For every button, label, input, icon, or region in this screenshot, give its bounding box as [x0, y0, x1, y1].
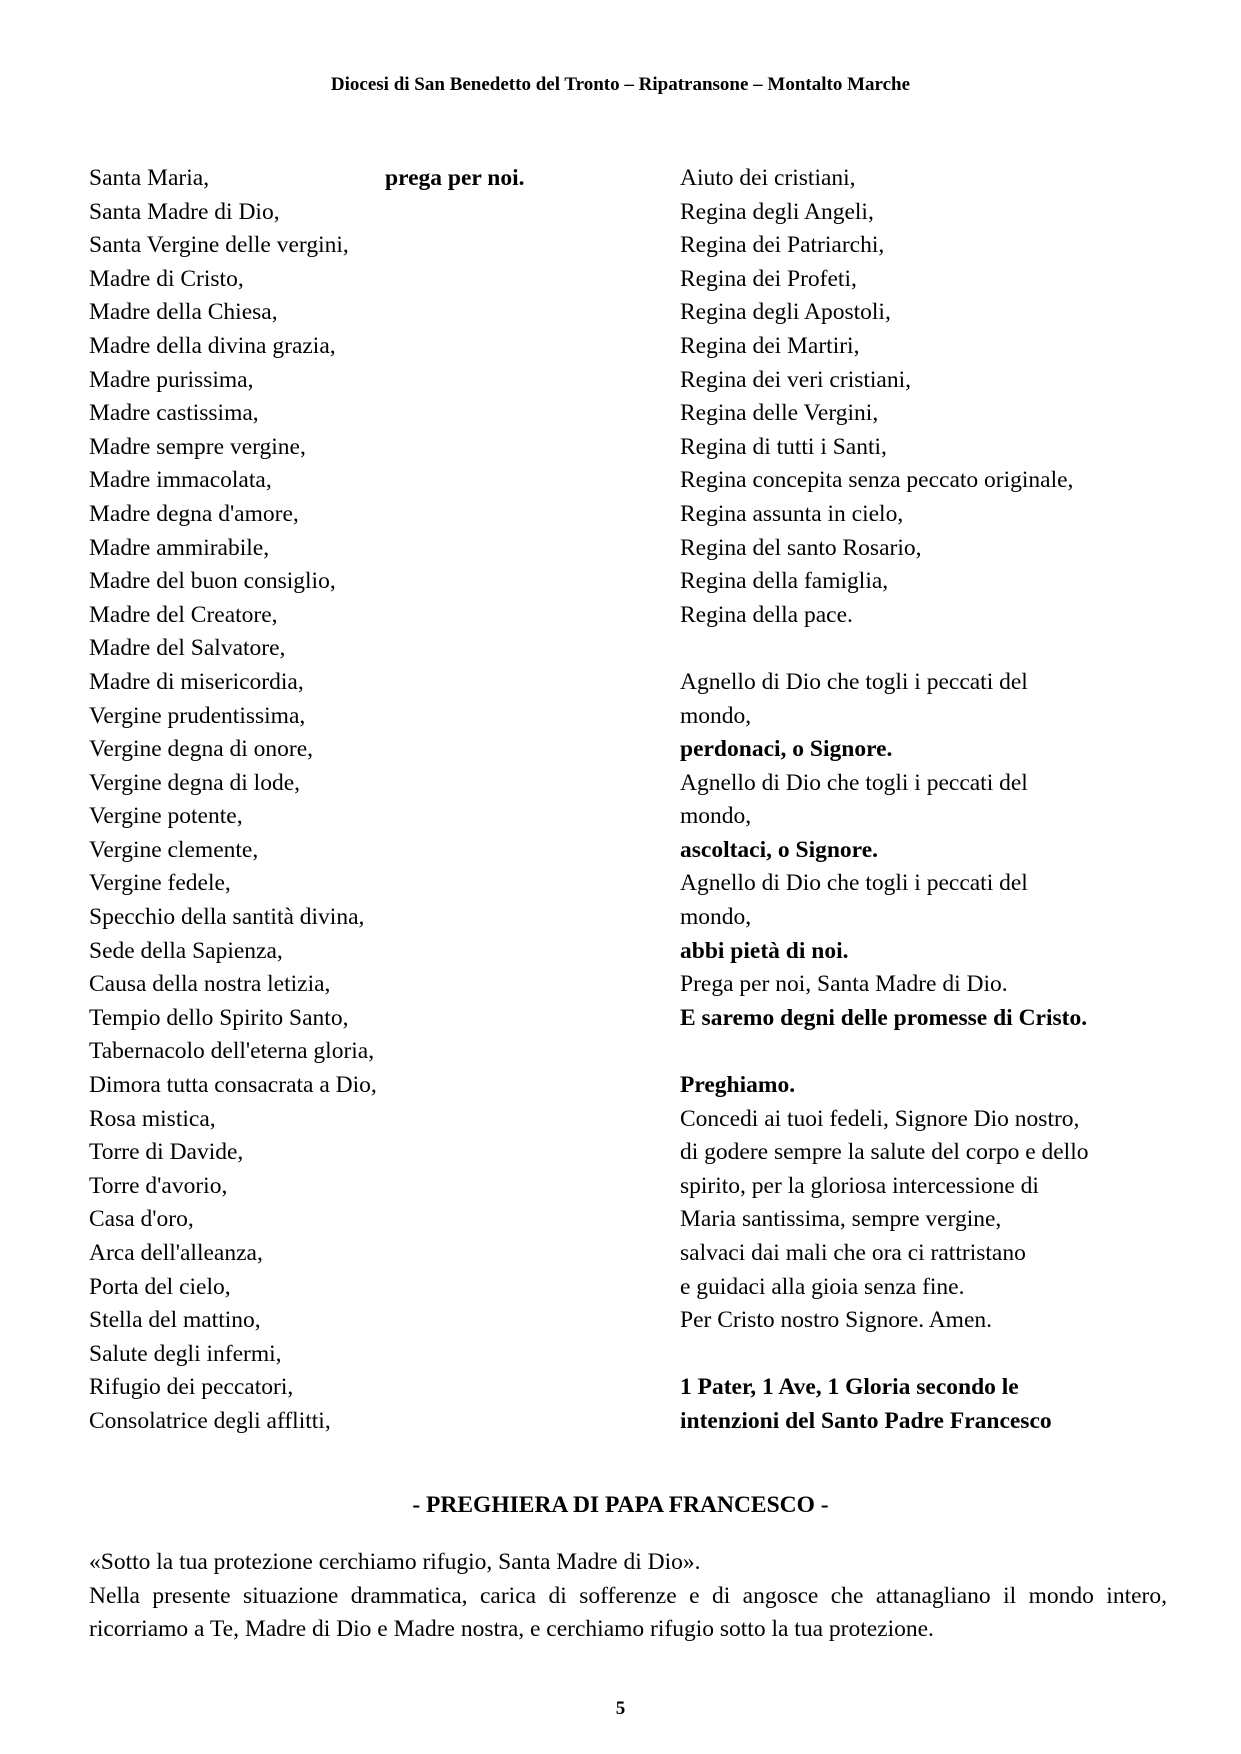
litany-invocation: Vergine prudentissima, — [89, 702, 306, 729]
litany-line: Regina della pace. — [680, 601, 853, 628]
litany-invocation: Madre della Chiesa, — [89, 299, 278, 326]
litany-line: Regina degli Angeli, — [680, 198, 874, 225]
litany-right-list — [680, 162, 1210, 1439]
litany-line: salvaci dai mali che ora ci rattristano — [680, 1240, 1026, 1266]
litany-left-column — [89, 162, 649, 1439]
litany-invocation: Madre sempre vergine, — [89, 433, 306, 460]
page-number: 5 — [615, 1698, 626, 1719]
litany-invocation: Salute degli infermi, — [89, 1340, 282, 1367]
litany-invocation: Specchio della santità divina, — [89, 904, 365, 931]
litany-line: Regina dei veri cristiani, — [680, 366, 912, 393]
litany-first-line — [89, 162, 649, 196]
litany-invocation: Madre degna d'amore, — [89, 500, 299, 527]
litany-invocation: Tabernacolo dell'eterna gloria, — [89, 1038, 375, 1065]
litany-line: Regina delle Vergini, — [680, 400, 879, 427]
litany-right-column — [680, 162, 1210, 1439]
litany-response: prega per noi. — [385, 165, 525, 191]
litany-line: Regina dei Profeti, — [680, 265, 857, 292]
litany-invocation: Vergine degna di lode, — [89, 769, 301, 796]
litany-invocation: Madre immacolata, — [89, 467, 272, 494]
litany-invocation: Santa Madre di Dio, — [89, 198, 280, 225]
litany-line: Regina dei Martiri, — [680, 332, 860, 359]
litany-line: Maria santissima, sempre vergine, — [680, 1206, 1002, 1233]
litany-line: di godere sempre la salute del corpo e dello — [680, 1139, 1089, 1166]
prayer-opening: «Sotto la tua protezione cerchiamo rifugio, Santa Madre di Dio». — [89, 1549, 701, 1575]
litany-line: e guidaci alla gioia senza fine. — [680, 1273, 965, 1300]
litany-invocation: Vergine fedele, — [89, 870, 231, 897]
litany-invocation: Madre della divina grazia, — [89, 332, 336, 359]
litany-invocation: Madre del buon consiglio, — [89, 568, 336, 595]
blank-line — [680, 1035, 1210, 1069]
first-invocation: Santa Maria, — [89, 165, 210, 191]
litany-invocation: Santa Vergine delle vergini, — [89, 232, 349, 259]
litany-line: Per Cristo nostro Signore. Amen. — [680, 1307, 993, 1334]
litany-invocation: Arca dell'alleanza, — [89, 1240, 263, 1266]
prayer-body — [89, 1546, 1167, 1647]
litany-line: Regina dei Patriarchi, — [680, 232, 885, 259]
litany-line: Concedi ai tuoi fedeli, Signore Dio nostro, — [680, 1105, 1080, 1132]
litany-invocation: Vergine clemente, — [89, 836, 259, 863]
litany-invocation: Dimora tutta consacrata a Dio, — [89, 1072, 377, 1099]
litany-invocation: Madre ammirabile, — [89, 534, 270, 561]
litany-invocation: Madre di misericordia, — [89, 668, 304, 695]
prayer-paragraph: Nella presente situazione drammatica, carica di sofferenze e di angosce che attanagliano il mondo intero, ricorriamo a Te, Madre di Dio e Madre nostra, e cerchiamo rifugio sotto la tua protezione. — [89, 1582, 1167, 1643]
litany-invocation: Stella del mattino, — [89, 1307, 261, 1334]
litany-line: Regina concepita senza peccato originale, — [680, 467, 1074, 494]
page-header: Diocesi di San Benedetto del Tronto – Ripatransone – Montalto Marche — [330, 74, 911, 95]
blank-line — [680, 632, 1210, 666]
litany-invocation: Casa d'oro, — [89, 1206, 194, 1233]
litany-line: Regina assunta in cielo, — [680, 500, 904, 527]
litany-response-line: abbi pietà di noi. — [680, 937, 849, 964]
litany-invocation: Porta del cielo, — [89, 1273, 231, 1300]
litany-response-line: Preghiamo. — [680, 1072, 796, 1099]
litany-invocation: Madre castissima, — [89, 400, 259, 427]
litany-invocation: Madre del Salvatore, — [89, 635, 286, 662]
litany-invocation: Madre del Creatore, — [89, 601, 278, 628]
litany-line: mondo, — [680, 702, 752, 729]
litany-invocation: Madre di Cristo, — [89, 265, 244, 292]
litany-line: Regina di tutti i Santi, — [680, 433, 887, 460]
litany-invocation: Tempio dello Spirito Santo, — [89, 1004, 349, 1031]
litany-invocation: Vergine degna di onore, — [89, 736, 314, 763]
litany-line: Agnello di Dio che togli i peccati del — [680, 668, 1028, 695]
litany-line: Regina del santo Rosario, — [680, 534, 922, 561]
litany-invocation: Rifugio dei peccatori, — [89, 1374, 294, 1401]
litany-line: Prega per noi, Santa Madre di Dio. — [680, 971, 1008, 998]
prayer-title: - PREGHIERA DI PAPA FRANCESCO - — [412, 1492, 829, 1518]
litany-line: spirito, per la gloriosa intercessione di — [680, 1172, 1039, 1199]
litany-invocation: Sede della Sapienza, — [89, 937, 283, 964]
litany-invocation: Torre d'avorio, — [89, 1172, 228, 1199]
litany-invocation: Madre purissima, — [89, 366, 254, 393]
litany-response-line: ascoltaci, o Signore. — [680, 836, 878, 863]
litany-line: Agnello di Dio che togli i peccati del — [680, 870, 1028, 897]
litany-invocation: Vergine potente, — [89, 803, 243, 830]
litany-invocation: Consolatrice degli afflitti, — [89, 1407, 331, 1434]
litany-line: Agnello di Dio che togli i peccati del — [680, 769, 1028, 796]
litany-response-line: E saremo degni delle promesse di Cristo. — [680, 1004, 1088, 1031]
litany-response-line: 1 Pater, 1 Ave, 1 Gloria secondo le — [680, 1374, 1019, 1401]
litany-invocation: Rosa mistica, — [89, 1105, 216, 1132]
blank-line — [680, 1338, 1210, 1372]
litany-response-line: intenzioni del Santo Padre Francesco — [680, 1407, 1052, 1434]
litany-response-line: perdonaci, o Signore. — [680, 736, 893, 763]
litany-line: mondo, — [680, 803, 752, 830]
litany-invocation: Causa della nostra letizia, — [89, 971, 331, 998]
litany-line: Aiuto dei cristiani, — [680, 165, 856, 191]
litany-invocation: Torre di Davide, — [89, 1139, 244, 1166]
litany-line: Regina degli Apostoli, — [680, 299, 891, 326]
litany-line: Regina della famiglia, — [680, 568, 889, 595]
litany-left-list — [89, 196, 649, 1439]
litany-line: mondo, — [680, 904, 752, 931]
